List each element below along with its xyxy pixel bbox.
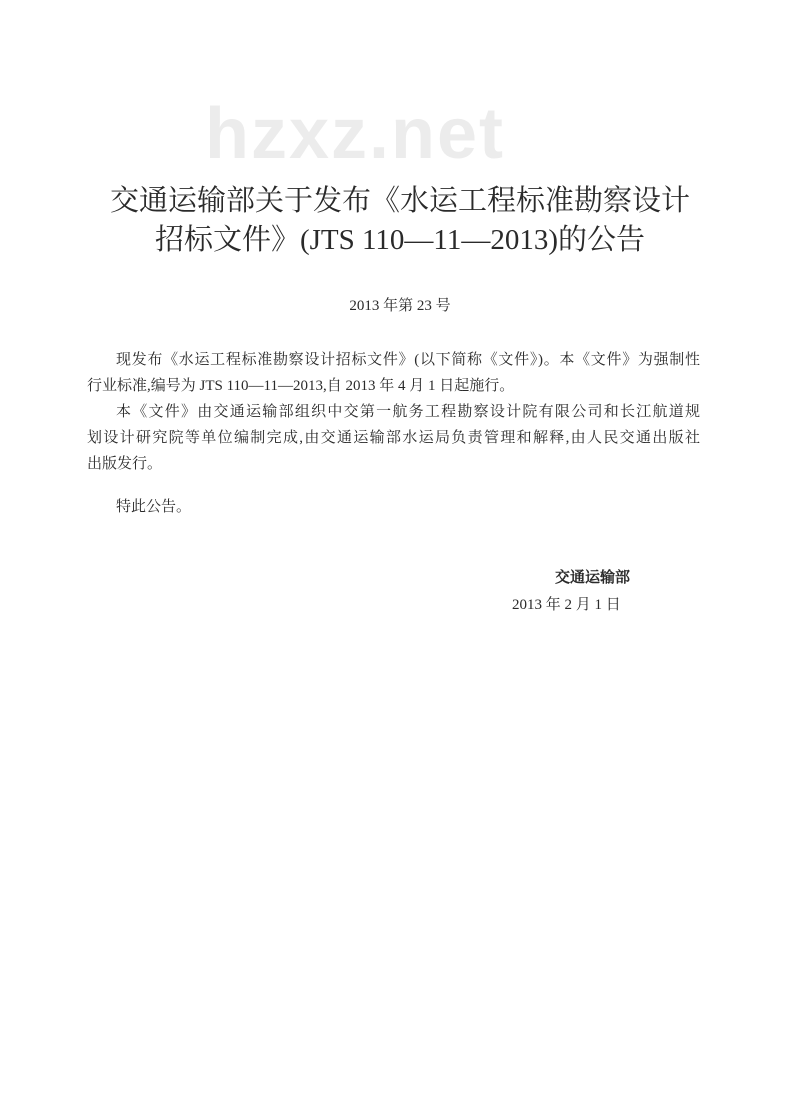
issue-number: 2013 年第 23 号 (349, 298, 451, 314)
announcement-body (87, 347, 700, 477)
paragraph-2-line-2: 划设计研究院等单位编制完成,由交通运输部水运局负责管理和解释,由人民交通出版社 (87, 430, 700, 446)
closing-statement: 特此公告。 (116, 499, 192, 515)
issue-date: 2013 年 2 月 1 日 (512, 597, 621, 613)
document-title-line-1: 交通运输部关于发布《水运工程标准勘察设计 (109, 185, 690, 217)
document-title-line-2: 招标文件》(JTS 110—11—2013)的公告 (154, 224, 646, 256)
paragraph-1-line-1: 现发布《水运工程标准勘察设计招标文件》(以下简称《文件》)。本《文件》为强制性 (116, 352, 700, 368)
paragraph-2-line-3: 出版发行。 (87, 456, 163, 472)
paragraph-1-line-2: 行业标准,编号为 JTS 110—11—2013,自 2013 年 4 月 1 日起施行。 (87, 378, 515, 394)
issuer-signature: 交通运输部 (555, 570, 631, 586)
watermark: hzxz.net (205, 94, 506, 174)
paragraph-2-line-1: 本《文件》由交通运输部组织中交第一航务工程勘察设计院有限公司和长江航道规 (116, 404, 700, 420)
